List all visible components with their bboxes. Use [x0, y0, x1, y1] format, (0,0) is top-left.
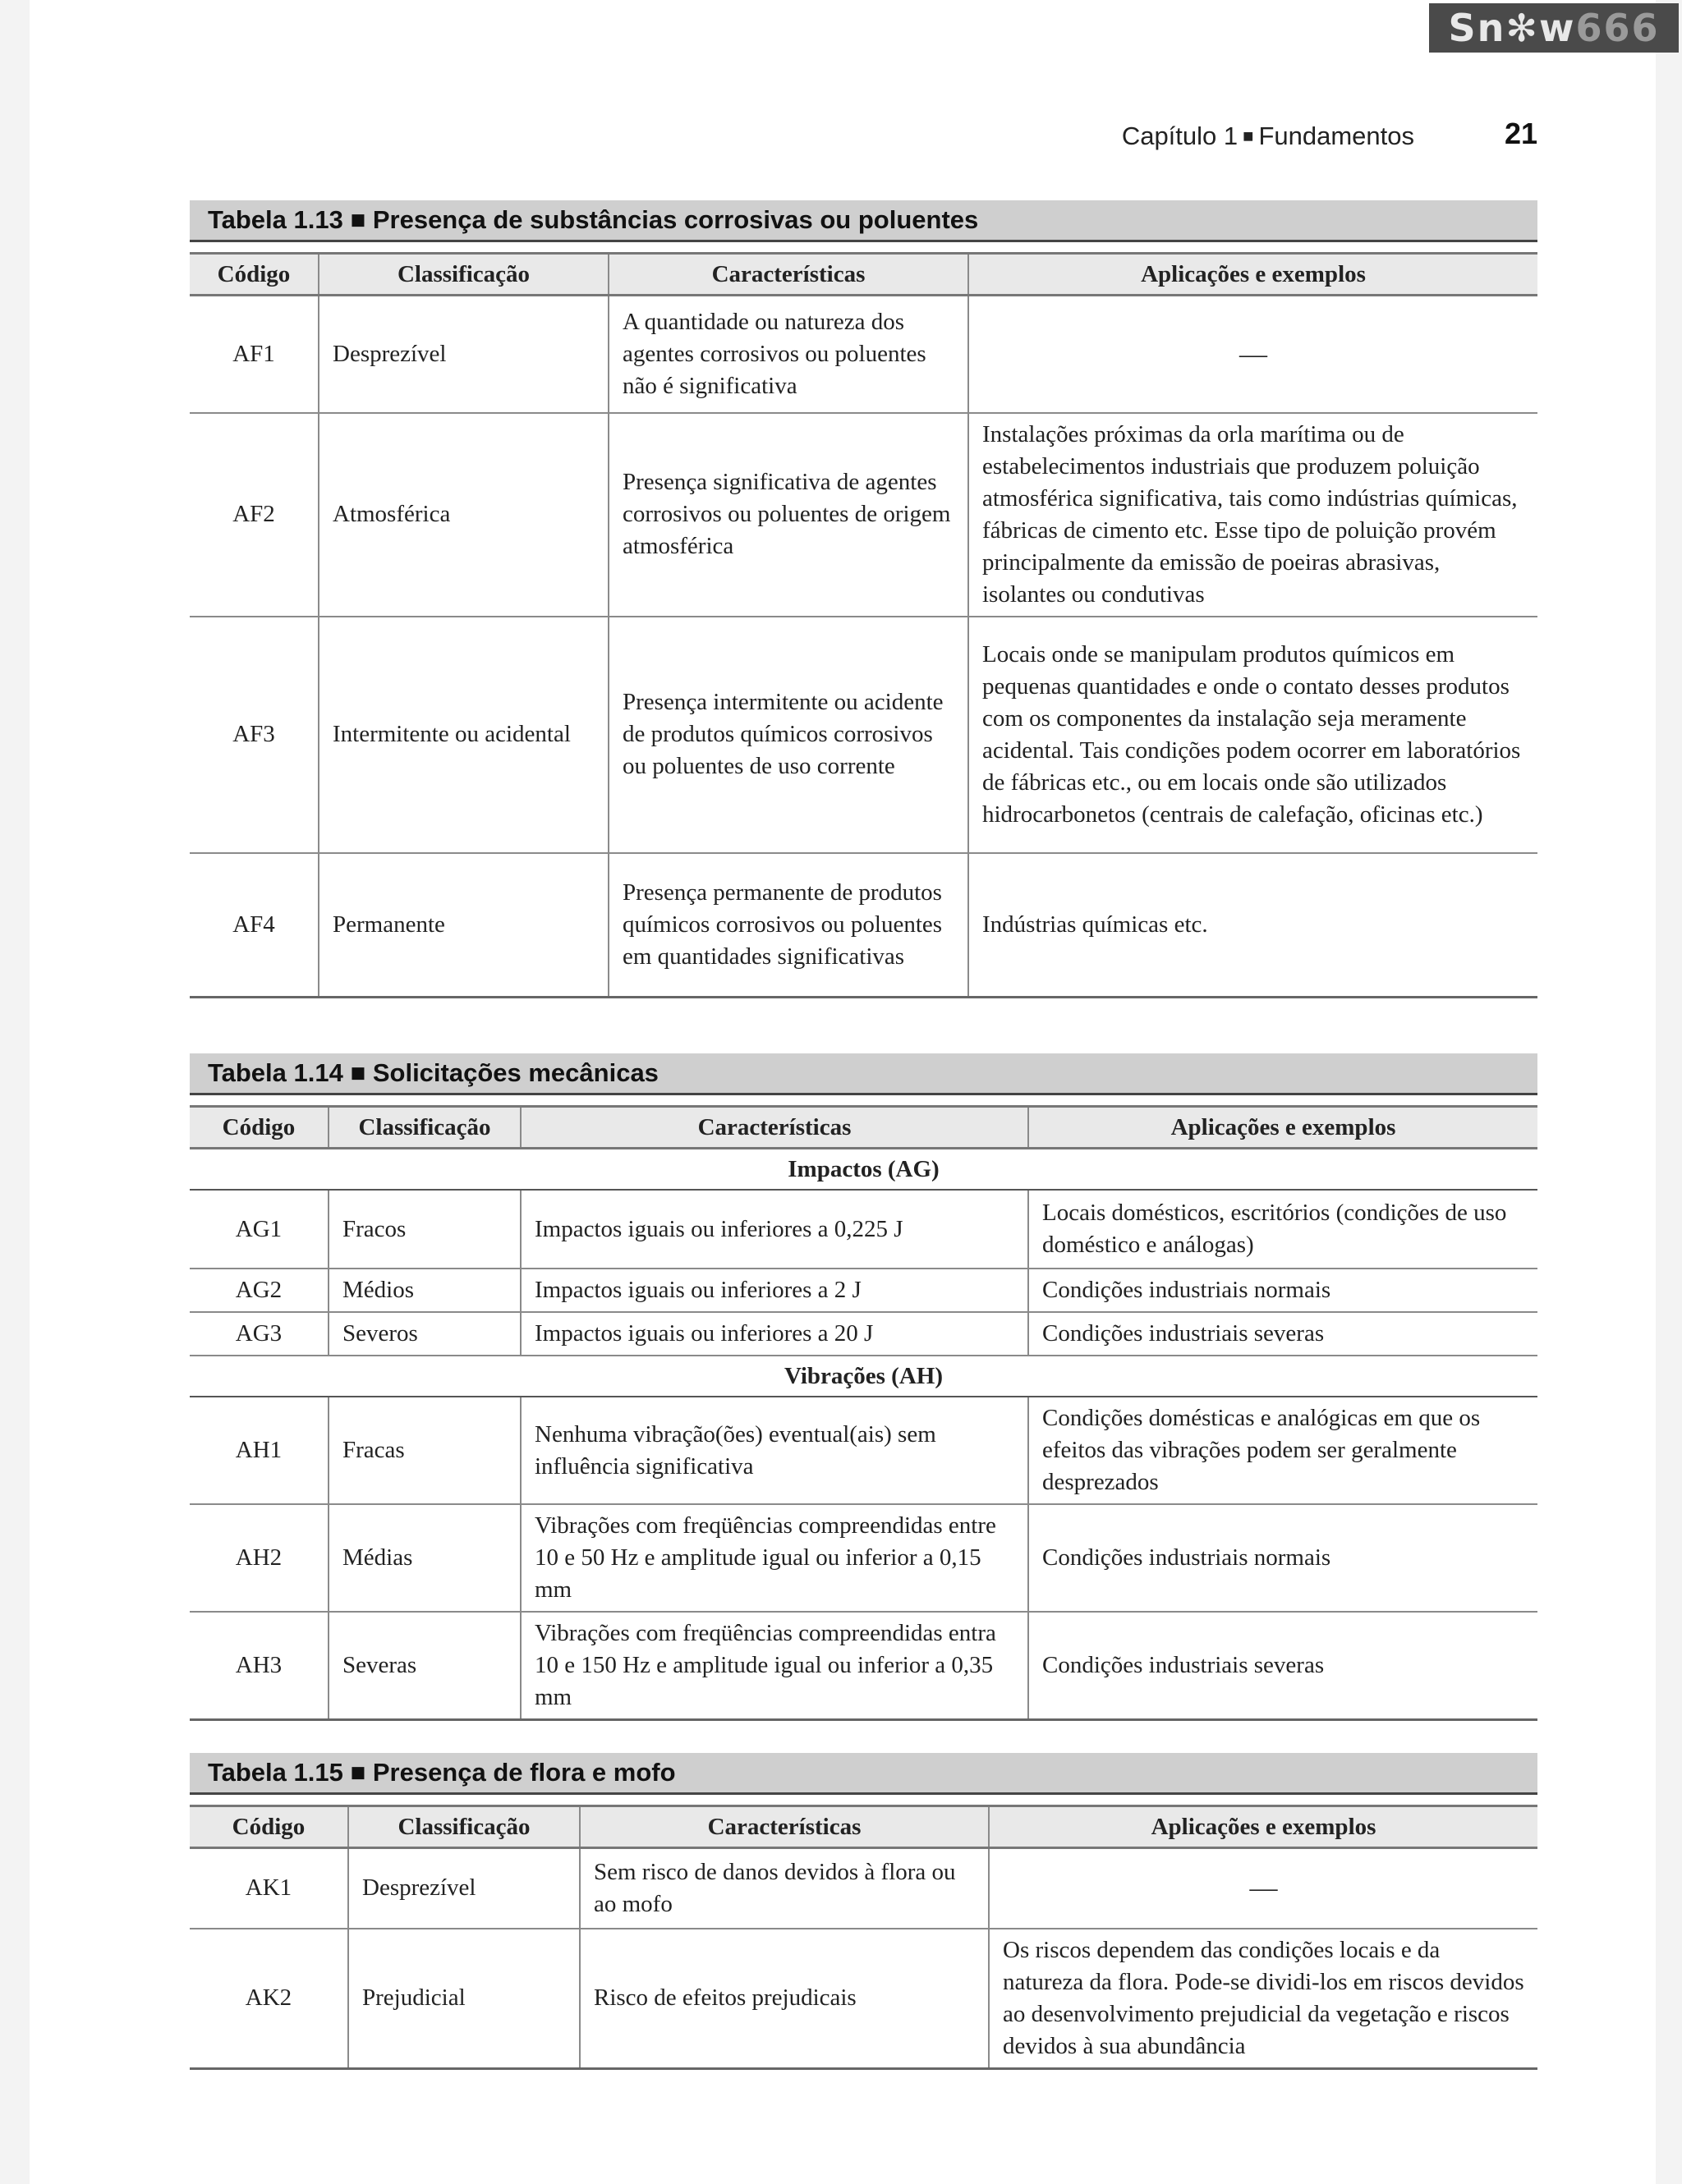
cell-applications: Locais onde se manipulam produtos químicos em pequenas quantidades e onde o contato desses produtos com os componentes da instalação seja meramente acidental. Tais condições podem ocorrer em laboratórios de fábricas etc., ou em locais onde são utilizados hidrocarbonetos (centrais de calefação, oficinas etc.) — [968, 617, 1537, 853]
flora-mold-table — [190, 1805, 1537, 2070]
cell-classification: Fracas — [329, 1397, 521, 1504]
watermark-logo: Sn✻w666 — [1429, 3, 1679, 53]
cell-code: AK2 — [190, 1929, 348, 2069]
cell-code: AK1 — [190, 1848, 348, 1929]
cell-code: AF4 — [190, 853, 319, 998]
cell-characteristics: A quantidade ou natureza dos agentes corrosivos ou poluentes não é significativa — [609, 296, 968, 413]
table-row — [190, 1269, 1537, 1312]
mechanical-stress-table — [190, 1105, 1537, 1721]
page-number: 21 — [1504, 117, 1537, 150]
corrosive-substances-table — [190, 252, 1537, 998]
table-row — [190, 413, 1537, 617]
col-header-characteristics: Características — [609, 254, 968, 296]
cell-code: AF2 — [190, 413, 319, 617]
cell-applications: Condições industriais severas — [1028, 1312, 1537, 1356]
cell-code: AH1 — [190, 1397, 329, 1504]
cell-characteristics: Impactos iguais ou inferiores a 0,225 J — [521, 1190, 1028, 1269]
cell-applications: — — [968, 296, 1537, 413]
col-header-applications: Aplicações e exemplos — [989, 1806, 1537, 1848]
table-row — [190, 296, 1537, 413]
running-header — [821, 117, 1537, 159]
square-bullet-icon: ■ — [350, 205, 366, 234]
square-bullet-icon: ■ — [350, 1758, 366, 1787]
cell-characteristics: Vibrações com freqüências compreendidas entra 10 e 150 Hz e amplitude igual ou inferior a 0,35 mm — [521, 1612, 1028, 1720]
table-header-row — [190, 1806, 1537, 1848]
cell-applications: Instalações próximas da orla marítima ou de estabelecimentos industriais que produzem poluição atmosférica significativa, tais como indústrias químicas, fábricas de cimento etc. Esse tipo de poluição provém principalmente da emissão de poeiras abrasivas, isolantes ou condutivas — [968, 413, 1537, 617]
square-bullet-icon: ■ — [350, 1058, 366, 1087]
cell-code: AG1 — [190, 1190, 329, 1269]
cell-classification: Severos — [329, 1312, 521, 1356]
table-1-14 — [190, 1053, 1537, 1721]
col-header-code: Código — [190, 254, 319, 296]
table-title: Tabela 1.13 ■ Presença de substâncias corrosivas ou poluentes — [190, 200, 1537, 242]
table-row — [190, 1612, 1537, 1720]
cell-classification: Médias — [329, 1504, 521, 1612]
table-header-row — [190, 254, 1537, 296]
cell-code: AF1 — [190, 296, 319, 413]
cell-characteristics: Risco de efeitos prejudicais — [580, 1929, 989, 2069]
cell-applications: Condições industriais severas — [1028, 1612, 1537, 1720]
table-row — [190, 1504, 1537, 1612]
table-title: Tabela 1.14 ■ Solicitações mecânicas — [190, 1053, 1537, 1095]
col-header-characteristics: Características — [521, 1107, 1028, 1149]
cell-characteristics: Presença permanente de produtos químicos corrosivos ou poluentes em quantidades significativas — [609, 853, 968, 998]
section-label: Vibrações (AH) — [190, 1356, 1537, 1397]
cell-code: AG2 — [190, 1269, 329, 1312]
cell-characteristics: Presença intermitente ou acidente de produtos químicos corrosivos ou poluentes de uso corrente — [609, 617, 968, 853]
table-row — [190, 1929, 1537, 2069]
chapter-title: Capítulo 1 ■ Fundamentos — [1121, 122, 1414, 150]
cell-code: AH3 — [190, 1612, 329, 1720]
col-header-classification: Classificação — [319, 254, 609, 296]
cell-characteristics: Impactos iguais ou inferiores a 2 J — [521, 1269, 1028, 1312]
table-1-15 — [190, 1753, 1537, 2070]
table-row — [190, 1190, 1537, 1269]
cell-classification: Médios — [329, 1269, 521, 1312]
cell-classification: Desprezível — [319, 296, 609, 413]
table-1-13 — [190, 200, 1537, 998]
section-row-impacts — [190, 1149, 1537, 1191]
cell-classification: Permanente — [319, 853, 609, 998]
section-row-vibrations — [190, 1356, 1537, 1397]
cell-applications: Condições industriais normais — [1028, 1504, 1537, 1612]
table-row — [190, 853, 1537, 998]
table-row — [190, 1312, 1537, 1356]
table-header-row — [190, 1107, 1537, 1149]
cell-characteristics: Vibrações com freqüências compreendidas entre 10 e 50 Hz e amplitude igual ou inferior a 0,15 mm — [521, 1504, 1028, 1612]
cell-classification: Prejudicial — [348, 1929, 580, 2069]
cell-classification: Atmosférica — [319, 413, 609, 617]
table-row — [190, 617, 1537, 853]
square-bullet-icon: ■ — [1243, 126, 1254, 146]
cell-characteristics: Nenhuma vibração(ões) eventual(ais) sem influência significativa — [521, 1397, 1028, 1504]
cell-characteristics: Presença significativa de agentes corrosivos ou poluentes de origem atmosférica — [609, 413, 968, 617]
cell-applications: Indústrias químicas etc. — [968, 853, 1537, 998]
col-header-characteristics: Características — [580, 1806, 989, 1848]
cell-characteristics: Sem risco de danos devidos à flora ou ao mofo — [580, 1848, 989, 1929]
cell-applications: Os riscos dependem das condições locais e da natureza da flora. Pode-se dividi-los em riscos devidos ao desenvolvimento prejudicial da vegetação e riscos devidos à sua abundância — [989, 1929, 1537, 2069]
col-header-classification: Classificação — [329, 1107, 521, 1149]
cell-characteristics: Impactos iguais ou inferiores a 20 J — [521, 1312, 1028, 1356]
table-row — [190, 1848, 1537, 1929]
cell-applications: — — [989, 1848, 1537, 1929]
cell-classification: Fracos — [329, 1190, 521, 1269]
col-header-applications: Aplicações e exemplos — [1028, 1107, 1537, 1149]
table-row — [190, 1397, 1537, 1504]
cell-code: AH2 — [190, 1504, 329, 1612]
cell-code: AF3 — [190, 617, 319, 853]
section-label: Impactos (AG) — [190, 1149, 1537, 1191]
col-header-classification: Classificação — [348, 1806, 580, 1848]
cell-classification: Intermitente ou acidental — [319, 617, 609, 853]
col-header-applications: Aplicações e exemplos — [968, 254, 1537, 296]
cell-applications: Condições domésticas e analógicas em que os efeitos das vibrações podem ser geralmente desprezados — [1028, 1397, 1537, 1504]
col-header-code: Código — [190, 1806, 348, 1848]
snowflake-icon: ✻ — [1505, 6, 1539, 50]
cell-code: AG3 — [190, 1312, 329, 1356]
cell-classification: Desprezível — [348, 1848, 580, 1929]
col-header-code: Código — [190, 1107, 329, 1149]
cell-classification: Severas — [329, 1612, 521, 1720]
table-title: Tabela 1.15 ■ Presença de flora e mofo — [190, 1753, 1537, 1795]
cell-applications: Condições industriais normais — [1028, 1269, 1537, 1312]
cell-applications: Locais domésticos, escritórios (condições de uso doméstico e análogas) — [1028, 1190, 1537, 1269]
